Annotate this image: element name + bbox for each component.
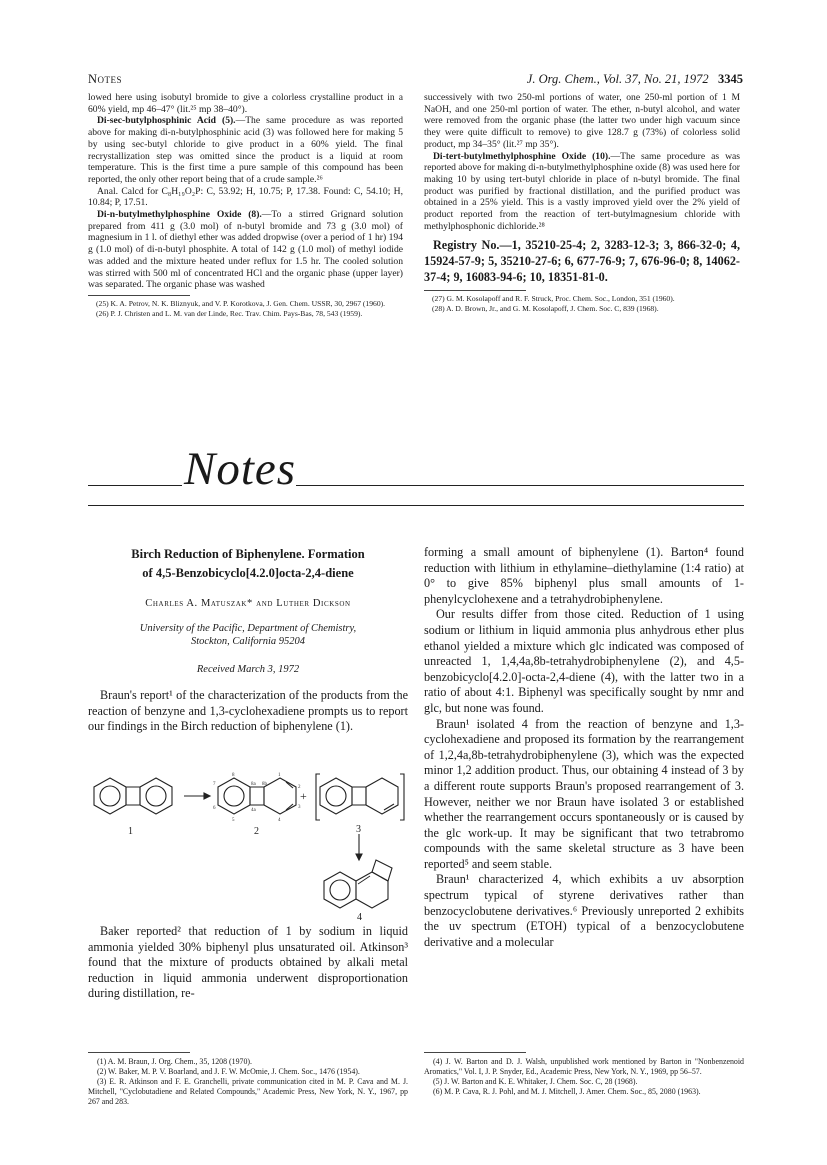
rearrangement-arrowhead (356, 854, 362, 860)
position-label: 3 (298, 805, 301, 810)
paragraph: forming a small amount of biphenylene (1). Barton⁴ found reduction with lithium in ethylamine–diethylamine (1:4 ratio) at 0° to give 85% biphenyl plus small amounts of 1-phenylcyclohexene and a tetrahydrobiphenylene. (424, 545, 744, 606)
paragraph-text: —The same procedure as was reported above for making di-n-butylmethylphosphine oxide (8) was used here for making 10 by using tert-butyl chloride in place of n-butyl bromide. The final product was purified by fractional distillation, and the purified product was obtained in a 25% yield. This is a vastly improved yield over the 2% yield of product reported from the reaction of tert-butylmagnesium chloride with methylphosphonic dichloride.²⁸ (424, 150, 740, 232)
footnote: (1) A. M. Braun, J. Org. Chem., 35, 1208 (1970). (97, 1057, 253, 1066)
position-label: 8 (232, 773, 235, 778)
registry-heading: Registry No. (433, 238, 500, 253)
top-left-column (88, 92, 403, 318)
paragraph: Baker reported² that reduction of 1 by sodium in liquid ammonia yielded 30% biphenyl plus unsaturated oil. Atkinson³ found that the mixture of products obtained by alkali metal reduction in liquid ammonia underwent disproportionation during distillation, re- (88, 924, 408, 1001)
banner-rule-right (296, 485, 744, 486)
paragraph (424, 151, 740, 233)
footnote: (26) P. J. Christen and L. M. van der Linde, Rec. Trav. Chim. Pays-Bas, 78, 543 (1959). (96, 308, 363, 318)
paragraph-heading: Di-sec-butylphosphinic Acid (5). (97, 115, 236, 127)
journal-citation: J. Org. Chem., Vol. 37, No. 21, 1972 (526, 72, 709, 86)
reaction-arrowhead (204, 793, 210, 799)
section-title: Notes (184, 443, 297, 495)
registry-numbers (424, 238, 740, 285)
footnote-rule (88, 1052, 190, 1053)
article-title (88, 545, 408, 582)
paragraph-heading: Di-tert-butylmethylphosphine Oxide (10). (433, 150, 611, 162)
scheme-drawing (88, 772, 408, 922)
paragraph: Braun¹ isolated 4 from the reaction of benzyne and 1,3-cyclohexadiene and proposed its formation by the rearrangement of 1,2,4a,8b-tetrahydrobiphenylene (3), which was the expected minor 1,2 addition product. Thus, our obtaining 4 instead of 3 by a different route supports Braun's proposed rearrangement of 3. However, neither we nor Braun have isolated 3 or established whether the rearrangement occurs spontaneously or is caused by the glc work-up. It may be significant that two tetrabromo compounds with the same skeletal structure as 3 have been reported⁵ and seem stable. (424, 716, 744, 871)
paragraph: lowed here using isobutyl bromide to give a colorless crystalline product in a 60% yield, mp 46–47° (lit.²⁵ mp 38–40°). (88, 92, 403, 115)
received-date: Received March 3, 1972 (196, 664, 300, 675)
footnote: (3) E. R. Atkinson and F. E. Granchelli, private communication cited in M. P. Cava and M. J. Mitchell, "Cyclobutadiene and Related Compounds," Academic Press, New York, N. Y., 1967, pp 267 and 283. (88, 1077, 408, 1106)
position-label: 4a (251, 808, 256, 813)
footnote: (2) W. Baker, M. P. V. Boarland, and J. F. W. McOmie, J. Chem. Soc., 1476 (1954). (97, 1067, 360, 1076)
footnotes-top-right (424, 294, 740, 313)
paragraph (88, 115, 403, 185)
footnote-rule (424, 1052, 526, 1053)
running-header-left: Notes (88, 72, 123, 86)
page-number: 3345 (718, 72, 743, 86)
analysis-paragraph: Anal. Calcd for C₈H₁₉O₂P: C, 53.92; H, 10.75; P, 17.38. Found: C, 54.10; H, 10.84; P, 17.51. (88, 185, 403, 209)
article-authors: Charles A. Matuszak* and Luther Dickson (145, 598, 351, 609)
biphenylene-structure (94, 778, 172, 814)
reaction-scheme (88, 772, 408, 922)
footnotes-bottom-left (88, 1052, 408, 1107)
article-left-column (88, 924, 408, 1002)
paragraph-text: —To a stirred Grignard solution prepared from 411 g (3.0 mol) of n-butyl bromide and 73 g (3.0 mol) of magnesium in 1 l. of diethyl ether was added dropwise (over a period of 1 hr) 194 g (1.0 mol) of di-n-butyl phosphite. A total of 142 g (1.0 mol) of methyl iodide was added and the mixture heated under reflux for 1.5 hr. The cooled solution was stirred with 500 ml of concentrated HCl and the organic phase (upper layer) was separated. The organic phase was washed (88, 209, 403, 291)
tetrahydrobiphenylene-structure-3 (316, 774, 404, 820)
footnote: (28) A. D. Brown, Jr., and G. M. Kosolapoff, J. Chem. Soc. C, 839 (1968). (432, 303, 659, 313)
compound-label-3: 3 (356, 824, 361, 835)
article-right-column (424, 545, 744, 950)
article-title-line: of 4,5-Benzobicyclo[4.2.0]octa-2,4-diene (142, 565, 354, 580)
paragraph: successively with two 250-ml portions of water, one 250-ml portion of 1 M NaOH, and one 250-ml portion of water. The ether, n-butyl alcohol, and water were removed from the organic phase (the latter two under high vacuum since they were quite difficult to remove) to give 128.7 g (73%) of colorless solid product, mp 34–35° (lit.²⁷ mp 35°). (424, 92, 740, 150)
paragraph-heading: Di-n-butylmethylphosphine Oxide (8). (97, 209, 262, 221)
affiliation-line: University of the Pacific, Department of Chemistry, (139, 623, 357, 634)
running-header-right (527, 72, 743, 87)
footnote-rule (424, 290, 526, 291)
footnote: (5) J. W. Barton and K. E. Whitaker, J. Chem. Soc. C, 28 (1968). (433, 1077, 638, 1086)
paragraph (88, 209, 403, 291)
footnotes-bottom-right (424, 1052, 744, 1097)
footnote: (6) M. P. Cava, R. J. Pohl, and M. J. Mitchell, J. Amer. Chem. Soc., 85, 2080 (1963). (433, 1087, 701, 1096)
position-label: 2 (298, 785, 301, 790)
footnote: (27) G. M. Kosolapoff and R. F. Struck, Proc. Chem. Soc., London, 351 (1960). (432, 294, 675, 304)
article-intro (88, 688, 408, 735)
position-label: 7 (213, 782, 216, 787)
compound-label-4: 4 (357, 912, 362, 922)
footnote-rule (88, 295, 190, 296)
benzobicyclooctadiene-structure (324, 860, 392, 908)
compound-label-2: 2 (254, 826, 259, 837)
affiliation-line: Stockton, California 95204 (190, 636, 306, 647)
position-label: 1 (278, 773, 281, 778)
paragraph: Braun's report¹ of the characterization of the products from the reaction of benzyne and 1,3-cyclohexadiene prompts us to report our findings in the Birch reduction of biphenylene (1). (88, 688, 408, 734)
article-affiliation (88, 622, 408, 648)
banner-rule-bottom (88, 505, 744, 506)
footnote: (4) J. W. Barton and D. J. Walsh, unpublished work mentioned by Barton in "Nonbenzenoid Aromatics," Vol. I, J. P. Snyder, Ed., Academic Press, New York, N. Y., 1969, pp 56–57. (424, 1057, 744, 1076)
footnotes-top-left (88, 299, 403, 318)
position-label: 5 (232, 818, 235, 823)
registry-list: —1, 35210-25-4; 2, 3283-12-3; 3, 866-32-0; 4, 15924-57-9; 5, 35210-27-6; 6, 677-76-9; 7, 676-96-0; 8, 14062-37-4; 9, 16083-94-6; 10, 18351-81-0. (424, 238, 740, 284)
banner-rule-left (88, 485, 182, 486)
paragraph: Our results differ from those cited. Reduction of 1 using sodium or lithium in liquid ammonia plus anhydrous ether plus ethanol yielded a mixture which glc indicated was composed of unreacted 1, 1,4,4a,8b-tetrahydrobiphenylene (2), and 4,5-benzobicyclo[4.2.0]-octa-2,4-diene (4), with the latter two in a ratio of about 4:1. Biphenyl was specifically sought by nmr and glc, but none was found. (424, 607, 744, 715)
footnote: (25) K. A. Petrov, N. K. Bliznyuk, and V. P. Korotkova, J. Gen. Chem. USSR, 30, 2967 (1960). (96, 298, 386, 308)
position-label: 6 (213, 806, 216, 811)
position-label: 8a (251, 782, 256, 787)
position-label: 8b (262, 782, 267, 787)
top-right-column (424, 92, 740, 313)
tetrahydrobiphenylene-structure-2 (218, 778, 296, 814)
paragraph: Braun¹ characterized 4, which exhibits a uv absorption spectrum typical of styrene derivatives rather than benzocyclobutene derivatives.⁶ Previously unreported 2 exhibits the uv spectrum (ETOH) typical of a benzocyclobutene derivative and a molecular (424, 872, 744, 949)
paragraph-text: —The same procedure as was reported above for making di-n-butylphosphinic acid (3) was followed here for making 5 by using sec-butyl chloride to give product in a 60% yield. The final recrystallization step was omitted since the product is a liquid at room temperature. This is the first time a pure sample of this compound has been reported, the only other report being that of a crude sample.²⁶ (88, 115, 403, 185)
article-title-line: Birch Reduction of Biphenylene. Formation (131, 547, 365, 561)
compound-label-1: 1 (128, 826, 133, 837)
plus-sign: + (300, 789, 307, 803)
position-label: 4 (278, 818, 281, 823)
